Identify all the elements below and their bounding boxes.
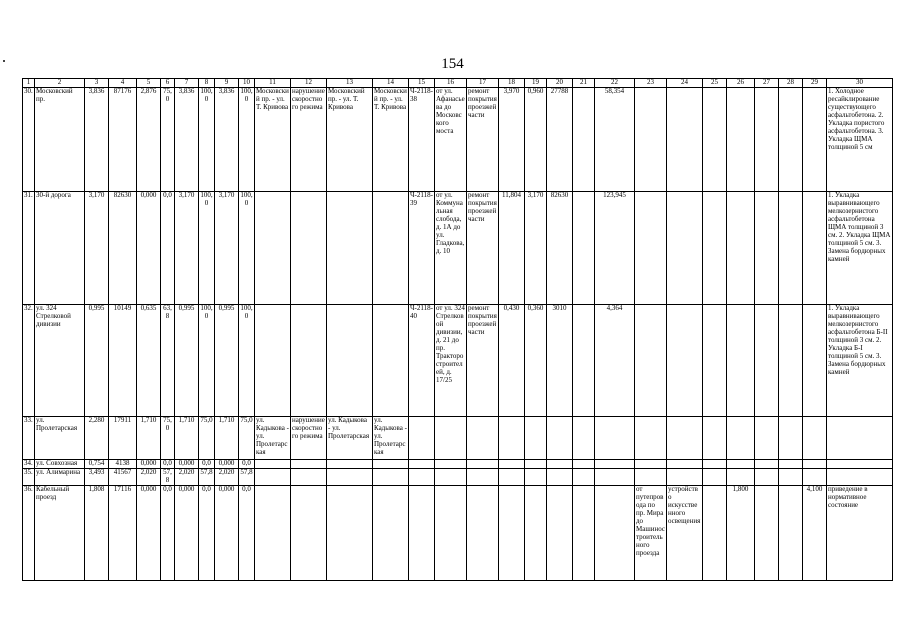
table-cell: [327, 468, 373, 485]
table-cell: [635, 88, 667, 192]
table-cell: 3010: [547, 305, 573, 417]
table-cell: [667, 460, 703, 469]
table-cell: ул. Кадыкова - ул. Пролетарская: [255, 417, 291, 460]
table-cell: [727, 192, 755, 305]
table-cell: [547, 417, 573, 460]
table-cell: 1. Укладка выравнивающего мелкозернистого асфальтобетона Б-II толщиной 3 см. 2. Укладка Б-I толщиной 5 см. 3. Замена бордюрных камней: [827, 305, 893, 417]
table-cell: 75,0: [161, 417, 175, 460]
table-cell: ул. Совхозная: [35, 460, 85, 469]
table-cell: 57,8: [161, 468, 175, 485]
table-cell: 100,0: [199, 88, 215, 192]
table-cell: 75,0: [161, 88, 175, 192]
table-cell: [803, 468, 827, 485]
table-cell: 3,170: [175, 192, 199, 305]
table-cell: 30.: [23, 88, 35, 192]
table-cell: [467, 485, 499, 580]
table-cell: [667, 305, 703, 417]
table-cell: [667, 417, 703, 460]
table-cell: 2,876: [137, 88, 161, 192]
table-cell: [635, 460, 667, 469]
table-cell: 63,8: [161, 305, 175, 417]
column-number: 26: [727, 79, 755, 88]
column-number: 22: [595, 79, 635, 88]
table-cell: [779, 305, 803, 417]
table-cell: [779, 192, 803, 305]
table-cell: [547, 460, 573, 469]
table-cell: [373, 192, 409, 305]
table-cell: 17911: [109, 417, 137, 460]
table-cell: 58,354: [595, 88, 635, 192]
table-cell: от ул. 324 Стрелковой дивизии, д. 21 до пр. Тракторостроителей, д. 17/25: [435, 305, 467, 417]
table-cell: 1. Холодное ресайклирование существующего асфальтобетона. 2. Укладка пористого асфальтобетона. 3. Укладка ЩМА толщиной 5 см: [827, 88, 893, 192]
column-number: 19: [525, 79, 547, 88]
table-cell: нарушение скоростного режима: [291, 88, 327, 192]
table-cell: [573, 460, 595, 469]
table-cell: 0,360: [525, 305, 547, 417]
table-cell: [803, 305, 827, 417]
table-cell: [435, 460, 467, 469]
table-cell: [703, 417, 727, 460]
column-number: 13: [327, 79, 373, 88]
column-number: 6: [161, 79, 175, 88]
table-cell: [291, 192, 327, 305]
column-number: 21: [573, 79, 595, 88]
table-cell: 0,000: [175, 460, 199, 469]
table-cell: [827, 460, 893, 469]
table-cell: [755, 88, 779, 192]
table-cell: [409, 460, 435, 469]
table-cell: Московский пр. - ул. Т. Кривова: [373, 88, 409, 192]
table-cell: [327, 192, 373, 305]
table-cell: [573, 485, 595, 580]
table-cell: [727, 417, 755, 460]
table-cell: 35.: [23, 468, 35, 485]
road-register-table: [22, 78, 893, 581]
table-cell: 3,170: [85, 192, 109, 305]
table-cell: 1,710: [137, 417, 161, 460]
table-cell: от путепровода по пр. Мира до Машиностроительного проезда: [635, 485, 667, 580]
table-row: [23, 485, 893, 580]
table-cell: ул. Пролетарская: [35, 417, 85, 460]
table-cell: 0,0: [161, 460, 175, 469]
table-row: [23, 305, 893, 417]
table-cell: [803, 417, 827, 460]
table-cell: 0,995: [175, 305, 199, 417]
column-number: 8: [199, 79, 215, 88]
table-row: [23, 468, 893, 485]
table-cell: 87176: [109, 88, 137, 192]
column-number: 17: [467, 79, 499, 88]
table-cell: 123,945: [595, 192, 635, 305]
table-cell: ул. Алимарина: [35, 468, 85, 485]
table-cell: 0,000: [215, 460, 239, 469]
table-cell: [573, 417, 595, 460]
table-cell: [435, 485, 467, 580]
table-cell: 0,995: [85, 305, 109, 417]
table-cell: [435, 417, 467, 460]
table-cell: [827, 468, 893, 485]
table-cell: [291, 460, 327, 469]
table-cell: [499, 460, 525, 469]
table-cell: [779, 88, 803, 192]
table-row: [23, 192, 893, 305]
table-cell: [635, 192, 667, 305]
table-cell: 0,000: [137, 192, 161, 305]
table-cell: [525, 485, 547, 580]
table-cell: [635, 417, 667, 460]
table-cell: приведение в нормативное состояние: [827, 485, 893, 580]
table-cell: [703, 468, 727, 485]
table-cell: 57,8: [199, 468, 215, 485]
column-number: 28: [779, 79, 803, 88]
table-cell: 2,280: [85, 417, 109, 460]
table-cell: 1,710: [175, 417, 199, 460]
table-cell: 17116: [109, 485, 137, 580]
table-cell: [667, 468, 703, 485]
table-cell: [827, 417, 893, 460]
table-cell: [499, 468, 525, 485]
table-cell: 3,836: [175, 88, 199, 192]
table-cell: [727, 468, 755, 485]
table-cell: 32.: [23, 305, 35, 417]
table-cell: [635, 468, 667, 485]
column-number: 9: [215, 79, 239, 88]
table-cell: [703, 460, 727, 469]
table-cell: 75,0: [199, 417, 215, 460]
table-cell: ул. Кадыкова - ул. Пролетарская: [373, 417, 409, 460]
table-cell: [291, 468, 327, 485]
table-cell: 100,0: [239, 88, 255, 192]
table-cell: [779, 460, 803, 469]
table-cell: 0,0: [239, 460, 255, 469]
table-cell: [547, 485, 573, 580]
table-cell: 0,995: [215, 305, 239, 417]
column-number: 15: [409, 79, 435, 88]
table-cell: [755, 485, 779, 580]
table-cell: 0,430: [499, 305, 525, 417]
table-cell: 57,8: [239, 468, 255, 485]
table-cell: [291, 485, 327, 580]
table-row: [23, 460, 893, 469]
table-cell: [595, 417, 635, 460]
table-cell: 0,0: [161, 192, 175, 305]
table-cell: 0,0: [199, 460, 215, 469]
column-number: 2: [35, 79, 85, 88]
table-cell: [727, 305, 755, 417]
table-cell: 3,170: [215, 192, 239, 305]
table-cell: Ч-2118-40: [409, 305, 435, 417]
column-number: 18: [499, 79, 525, 88]
table-cell: [573, 88, 595, 192]
column-number: 23: [635, 79, 667, 88]
table-cell: [467, 417, 499, 460]
table-cell: от ул. Коммунальная слобода, д. 1А до ул. Гладкова, д. 10: [435, 192, 467, 305]
table-row: [23, 88, 893, 192]
table-cell: [435, 468, 467, 485]
table-cell: [755, 192, 779, 305]
table-cell: Московский пр.: [35, 88, 85, 192]
table-cell: [291, 305, 327, 417]
table-cell: ремонт покрытия проезжей части: [467, 88, 499, 192]
column-number: 12: [291, 79, 327, 88]
table-cell: 3,170: [525, 192, 547, 305]
table-cell: [255, 460, 291, 469]
table-cell: 1,710: [215, 417, 239, 460]
column-number: 5: [137, 79, 161, 88]
table-cell: 82630: [547, 192, 573, 305]
table-cell: 0,754: [85, 460, 109, 469]
table-cell: 0,000: [175, 485, 199, 580]
table-cell: 4138: [109, 460, 137, 469]
table-cell: [373, 305, 409, 417]
table-cell: 3,836: [85, 88, 109, 192]
table-cell: 36.: [23, 485, 35, 580]
table-cell: 0,0: [161, 485, 175, 580]
table-cell: ул. 324 Стрелковой дивизии: [35, 305, 85, 417]
table-cell: [327, 460, 373, 469]
table-cell: нарушение скоростного режима: [291, 417, 327, 460]
table-cell: [755, 460, 779, 469]
table-cell: [635, 305, 667, 417]
table-cell: [755, 468, 779, 485]
table-cell: [779, 417, 803, 460]
table-cell: [703, 485, 727, 580]
table-cell: 75,0: [239, 417, 255, 460]
table-cell: [467, 468, 499, 485]
table-row: [23, 417, 893, 460]
table-cell: [573, 192, 595, 305]
column-number: 10: [239, 79, 255, 88]
table-cell: 1. Укладка выравнивающего мелкозернистого асфальтобетона ЩМА толщиной 3 см. 2. Укладка ЩМА толщиной 5 см. 3. Замена бордюрных камней: [827, 192, 893, 305]
table-cell: 100,0: [199, 305, 215, 417]
table-cell: 2,020: [137, 468, 161, 485]
column-number: 14: [373, 79, 409, 88]
table-cell: 27788: [547, 88, 573, 192]
table-cell: [409, 468, 435, 485]
table-cell: [547, 468, 573, 485]
table-cell: от ул. Афанасьева до Московского моста: [435, 88, 467, 192]
table-cell: Московский пр. - ул. Т. Кривова: [255, 88, 291, 192]
table-cell: 0,635: [137, 305, 161, 417]
table-cell: [803, 460, 827, 469]
table-cell: [727, 88, 755, 192]
table-cell: [373, 460, 409, 469]
column-number: 27: [755, 79, 779, 88]
table-cell: [327, 305, 373, 417]
table-cell: [525, 460, 547, 469]
table-cell: 33.: [23, 417, 35, 460]
table-cell: Московский пр. - ул. Т. Кривова: [327, 88, 373, 192]
column-number: 1: [23, 79, 35, 88]
table-cell: 0,000: [137, 485, 161, 580]
column-number: 11: [255, 79, 291, 88]
table-cell: [255, 305, 291, 417]
column-number: 3: [85, 79, 109, 88]
table-cell: [703, 305, 727, 417]
table-cell: 100,0: [239, 305, 255, 417]
table-cell: 2,020: [215, 468, 239, 485]
table-cell: [595, 468, 635, 485]
table-cell: 3,970: [499, 88, 525, 192]
table-cell: 2,020: [175, 468, 199, 485]
table-cell: [373, 468, 409, 485]
page-number: 154: [441, 56, 464, 72]
column-number: 25: [703, 79, 727, 88]
column-number: 20: [547, 79, 573, 88]
table-cell: [703, 192, 727, 305]
table-cell: 3,493: [85, 468, 109, 485]
table-cell: [755, 417, 779, 460]
table-cell: [667, 192, 703, 305]
table-cell: [255, 485, 291, 580]
table-cell: устройство искусственного освещения: [667, 485, 703, 580]
table-cell: [499, 485, 525, 580]
column-number: 24: [667, 79, 703, 88]
table-cell: 0,960: [525, 88, 547, 192]
table-cell: [409, 485, 435, 580]
table-cell: Ч-2118-38: [409, 88, 435, 192]
table-cell: [803, 192, 827, 305]
table-cell: ул. Кадыкова - ул. Пролетарская: [327, 417, 373, 460]
table-cell: 82630: [109, 192, 137, 305]
table-cell: [255, 468, 291, 485]
table-cell: 0,000: [137, 460, 161, 469]
table-cell: [595, 485, 635, 580]
table-cell: 100,0: [199, 192, 215, 305]
table-cell: [779, 468, 803, 485]
table-cell: [525, 417, 547, 460]
table-cell: 41567: [109, 468, 137, 485]
table-cell: 11,804: [499, 192, 525, 305]
margin-mark: [3, 60, 5, 62]
table-cell: [703, 88, 727, 192]
table-cell: 1,808: [85, 485, 109, 580]
column-number: 16: [435, 79, 467, 88]
table-cell: 1,800: [727, 485, 755, 580]
table-cell: [525, 468, 547, 485]
table-cell: ремонт покрытия проезжей части: [467, 305, 499, 417]
table-cell: 0,000: [215, 485, 239, 580]
table-cell: [755, 305, 779, 417]
table-cell: [573, 468, 595, 485]
table-cell: 31.: [23, 192, 35, 305]
table-cell: [667, 88, 703, 192]
table-cell: 4,364: [595, 305, 635, 417]
table-cell: Кабельный проезд: [35, 485, 85, 580]
column-number: 7: [175, 79, 199, 88]
table-cell: 34.: [24, 459, 33, 467]
table-cell: 0,0: [199, 485, 215, 580]
table-cell: [499, 417, 525, 460]
table-cell: [409, 417, 435, 460]
column-number: 4: [109, 79, 137, 88]
table-cell: 4,100: [803, 485, 827, 580]
table-cell: [803, 88, 827, 192]
table-cell: [727, 460, 755, 469]
table-cell: 10149: [109, 305, 137, 417]
column-number: 30: [827, 79, 893, 88]
table-cell: [595, 460, 635, 469]
table-cell: [373, 485, 409, 580]
table-cell: ремонт покрытия проезжей части: [467, 192, 499, 305]
table-cell: Ч-2118-39: [409, 192, 435, 305]
table-cell: [779, 485, 803, 580]
table-cell: 30-й дорога: [35, 192, 85, 305]
table-cell: 3,836: [215, 88, 239, 192]
table-cell: [327, 485, 373, 580]
table-cell: [573, 305, 595, 417]
table-cell: [255, 192, 291, 305]
table-cell: 100,0: [239, 192, 255, 305]
table-cell: 0,0: [239, 485, 255, 580]
column-number: 29: [803, 79, 827, 88]
table-cell: [467, 460, 499, 469]
column-number-row: [23, 79, 893, 88]
